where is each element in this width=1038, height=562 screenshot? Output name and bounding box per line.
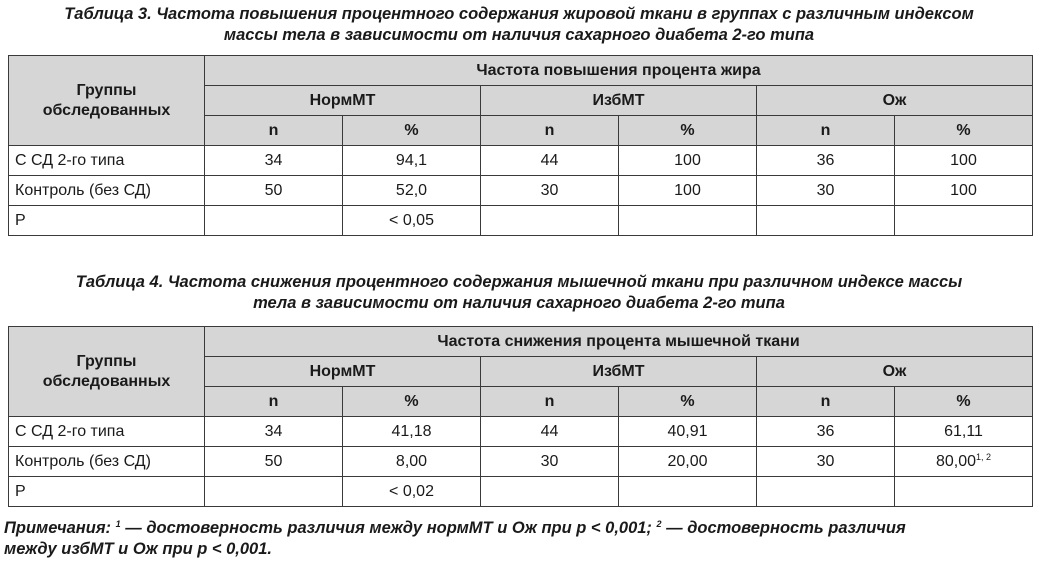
table-cell <box>895 206 1033 236</box>
table-row <box>9 477 1033 507</box>
table-cell <box>481 206 619 236</box>
notes <box>4 514 1034 560</box>
table-cell: 41,18 <box>343 417 481 447</box>
notes-text1: — достоверность различия между нормМТ и Ож при р < 0,001; <box>120 519 657 537</box>
group-header-line1: Группы <box>76 352 137 370</box>
table4-caption-line2: тела в зависимости от наличия сахарного диабета 2-го типа <box>253 294 785 312</box>
table3-sub-header: % <box>343 116 481 146</box>
table3-group-header <box>9 56 205 146</box>
notes-line2: между избМТ и Ож при р < 0,001. <box>4 540 272 558</box>
table-cell <box>757 477 895 507</box>
table-cell-with-superscript <box>895 447 1033 477</box>
table4-sub-header: n <box>205 387 343 417</box>
table-cell <box>205 477 343 507</box>
table-cell <box>757 206 895 236</box>
table-cell: 44 <box>481 146 619 176</box>
table4-sub-header: % <box>619 387 757 417</box>
cell-superscript: 1, 2 <box>976 452 992 462</box>
table4-col-group-normmt: НормМТ <box>205 357 481 387</box>
table4-sub-header: % <box>343 387 481 417</box>
table-cell: 100 <box>895 146 1033 176</box>
table4-caption <box>0 272 1038 314</box>
table4-sub-header: n <box>757 387 895 417</box>
table4-sub-header: n <box>481 387 619 417</box>
table4-sub-header: % <box>895 387 1033 417</box>
table-row <box>9 447 1033 477</box>
table-cell: < 0,05 <box>343 206 481 236</box>
table-cell <box>895 477 1033 507</box>
table-row <box>9 417 1033 447</box>
table-cell <box>619 206 757 236</box>
table3-col-group-izbmt: ИзбМТ <box>481 86 757 116</box>
row-label: С СД 2-го типа <box>9 417 205 447</box>
table-cell: 61,11 <box>895 417 1033 447</box>
notes-sup1: 1 <box>115 519 121 529</box>
notes-line1 <box>4 514 1034 539</box>
notes-text2: — достоверность различия <box>661 519 906 537</box>
table4 <box>8 326 1033 507</box>
notes-prefix: Примечания: <box>4 519 116 537</box>
table-cell: 20,00 <box>619 447 757 477</box>
table-cell: 30 <box>757 447 895 477</box>
group-header-line2: обследованных <box>42 372 171 390</box>
table-cell: 30 <box>481 447 619 477</box>
table-cell: 30 <box>481 176 619 206</box>
notes-sup2: 2 <box>656 519 662 529</box>
table3-sub-header: % <box>619 116 757 146</box>
table-cell <box>205 206 343 236</box>
cell-value: 80,00 <box>935 453 977 470</box>
table-cell: 8,00 <box>343 447 481 477</box>
table-cell: 34 <box>205 146 343 176</box>
table4-col-group-ozh: Ож <box>757 357 1033 387</box>
table-cell: 40,91 <box>619 417 757 447</box>
table3-sub-header: n <box>481 116 619 146</box>
table-cell: 44 <box>481 417 619 447</box>
table-cell: 100 <box>619 146 757 176</box>
table-cell: 36 <box>757 146 895 176</box>
table3-col-group-normmt: НормМТ <box>205 86 481 116</box>
row-label: P <box>9 477 205 507</box>
row-label: Контроль (без СД) <box>9 176 205 206</box>
table-cell: 100 <box>619 176 757 206</box>
table-cell: < 0,02 <box>343 477 481 507</box>
table3-caption-line2: массы тела в зависимости от наличия сахарного диабета 2-го типа <box>223 26 815 44</box>
table-cell: 34 <box>205 417 343 447</box>
table-cell: 94,1 <box>343 146 481 176</box>
table3-caption <box>0 4 1038 46</box>
table-cell: 50 <box>205 176 343 206</box>
table3-super-header: Частота повышения процента жира <box>205 56 1033 86</box>
row-label: P <box>9 206 205 236</box>
table3 <box>8 55 1033 236</box>
table-cell: 36 <box>757 417 895 447</box>
table-cell: 50 <box>205 447 343 477</box>
table-row <box>9 206 1033 236</box>
table4-caption-line1: Таблица 4. Частота снижения процентного содержания мышечной ткани при различном индексе массы <box>75 273 963 291</box>
table-cell: 30 <box>757 176 895 206</box>
table-cell: 52,0 <box>343 176 481 206</box>
table-cell: 100 <box>895 176 1033 206</box>
table-row <box>9 176 1033 206</box>
table3-col-group-ozh: Ож <box>757 86 1033 116</box>
row-label: Контроль (без СД) <box>9 447 205 477</box>
table4-super-header: Частота снижения процента мышечной ткани <box>205 327 1033 357</box>
row-label: С СД 2-го типа <box>9 146 205 176</box>
group-header-line1: Группы <box>76 81 137 99</box>
table3-sub-header: % <box>895 116 1033 146</box>
table4-col-group-izbmt: ИзбМТ <box>481 357 757 387</box>
table4-group-header <box>9 327 205 417</box>
table-cell <box>481 477 619 507</box>
group-header-line2: обследованных <box>42 101 171 119</box>
table3-caption-line1: Таблица 3. Частота повышения процентного содержания жировой ткани в группах с различным индексом <box>64 5 974 23</box>
table-cell <box>619 477 757 507</box>
table3-sub-header: n <box>757 116 895 146</box>
table3-sub-header: n <box>205 116 343 146</box>
table-row <box>9 146 1033 176</box>
